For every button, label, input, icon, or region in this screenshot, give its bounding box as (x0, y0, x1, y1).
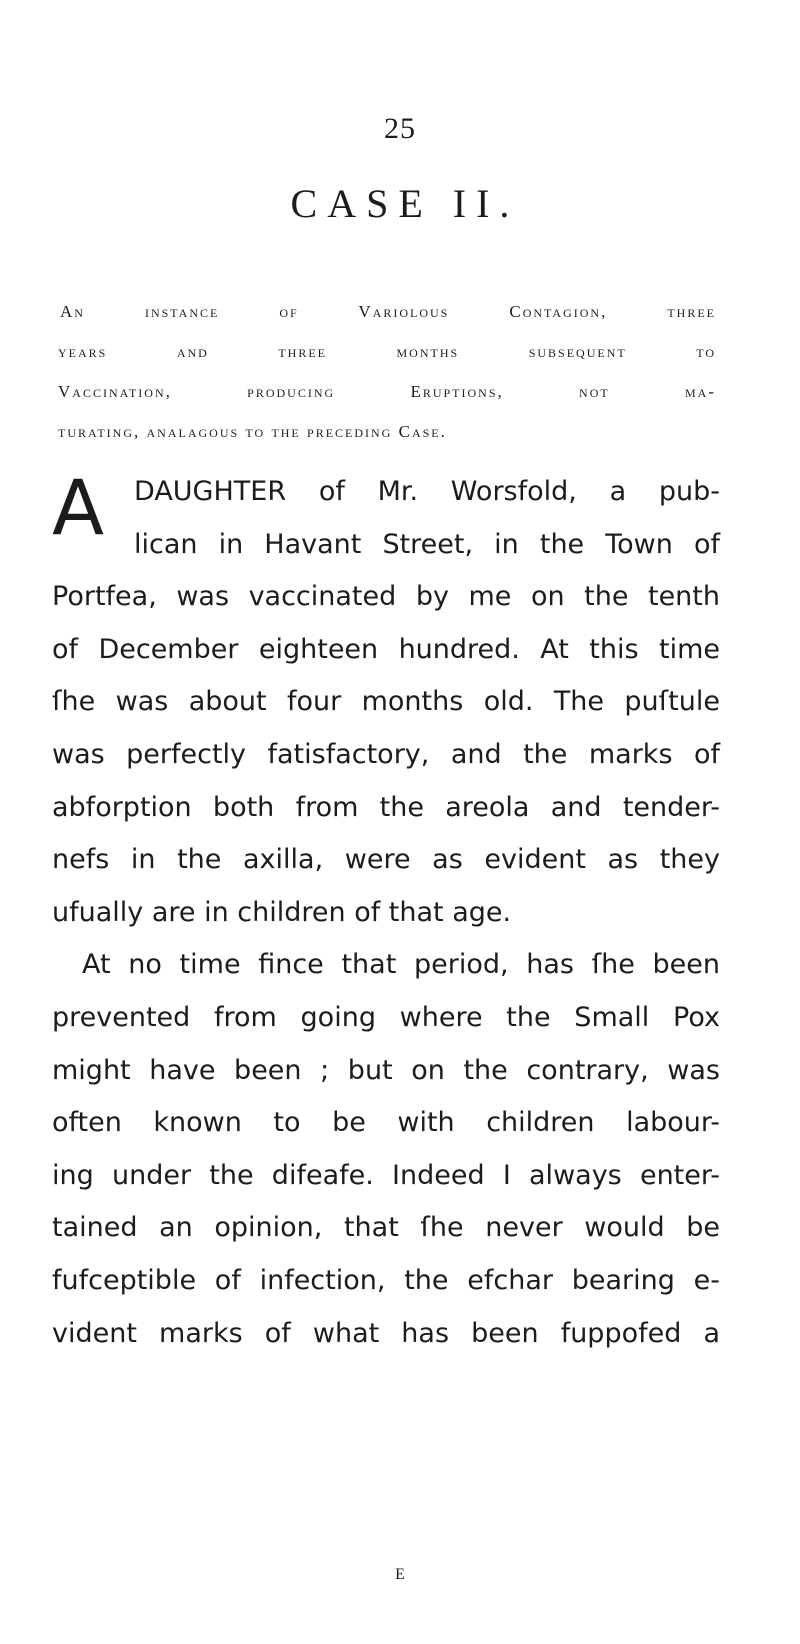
summary-line: turating, analagous to the preceding Case. (58, 422, 447, 441)
body-line: ufually are in children of that age. (52, 896, 512, 928)
body-line: DAUGHTER of Mr. Worsfold, a pub- (134, 476, 720, 507)
body-line: vident marks of what has been fuppofed a (52, 1317, 720, 1349)
summary-line: Vaccination, producing Eruptions, not ma- (58, 382, 716, 401)
body-line: prevented from going where the Small Pox (52, 1001, 720, 1033)
body-line: ſhe was about four months old. The puſtule (52, 686, 720, 718)
body-line: lican in Havant Street, in the Town of (134, 528, 720, 560)
case-summary (58, 292, 716, 452)
page-number: 25 (384, 112, 416, 145)
body-line: ing under the difeafe. Indeed I always enter- (52, 1159, 720, 1191)
drop-cap: A (52, 463, 104, 552)
case-title: CASE II. (290, 181, 520, 226)
body-text (52, 463, 720, 1360)
body-line: abforption both from the areola and tender- (52, 791, 720, 823)
body-line: might have been ; but on the contrary, was (52, 1054, 720, 1086)
body-line: often known to be with children labour- (52, 1107, 720, 1139)
body-line: tained an opinion, that ſhe never would be (52, 1212, 720, 1244)
body-line: nefs in the axilla, were as evident as they (52, 844, 720, 876)
body-line: fufceptible of infection, the efchar bearing e- (52, 1264, 720, 1296)
summary-line: years and three months subsequent to (58, 342, 716, 361)
signature-mark: E (395, 1566, 405, 1583)
summary-line: An instance of Variolous Contagion, three (60, 302, 716, 321)
body-line: of December eighteen hundred. At this time (52, 633, 720, 665)
body-line: Portfea, was vaccinated by me on the tenth (52, 581, 720, 613)
body-line: was perfectly fatisfactory, and the marks of (52, 738, 720, 770)
body-line: At no time fince that period, has ſhe been (82, 949, 720, 981)
